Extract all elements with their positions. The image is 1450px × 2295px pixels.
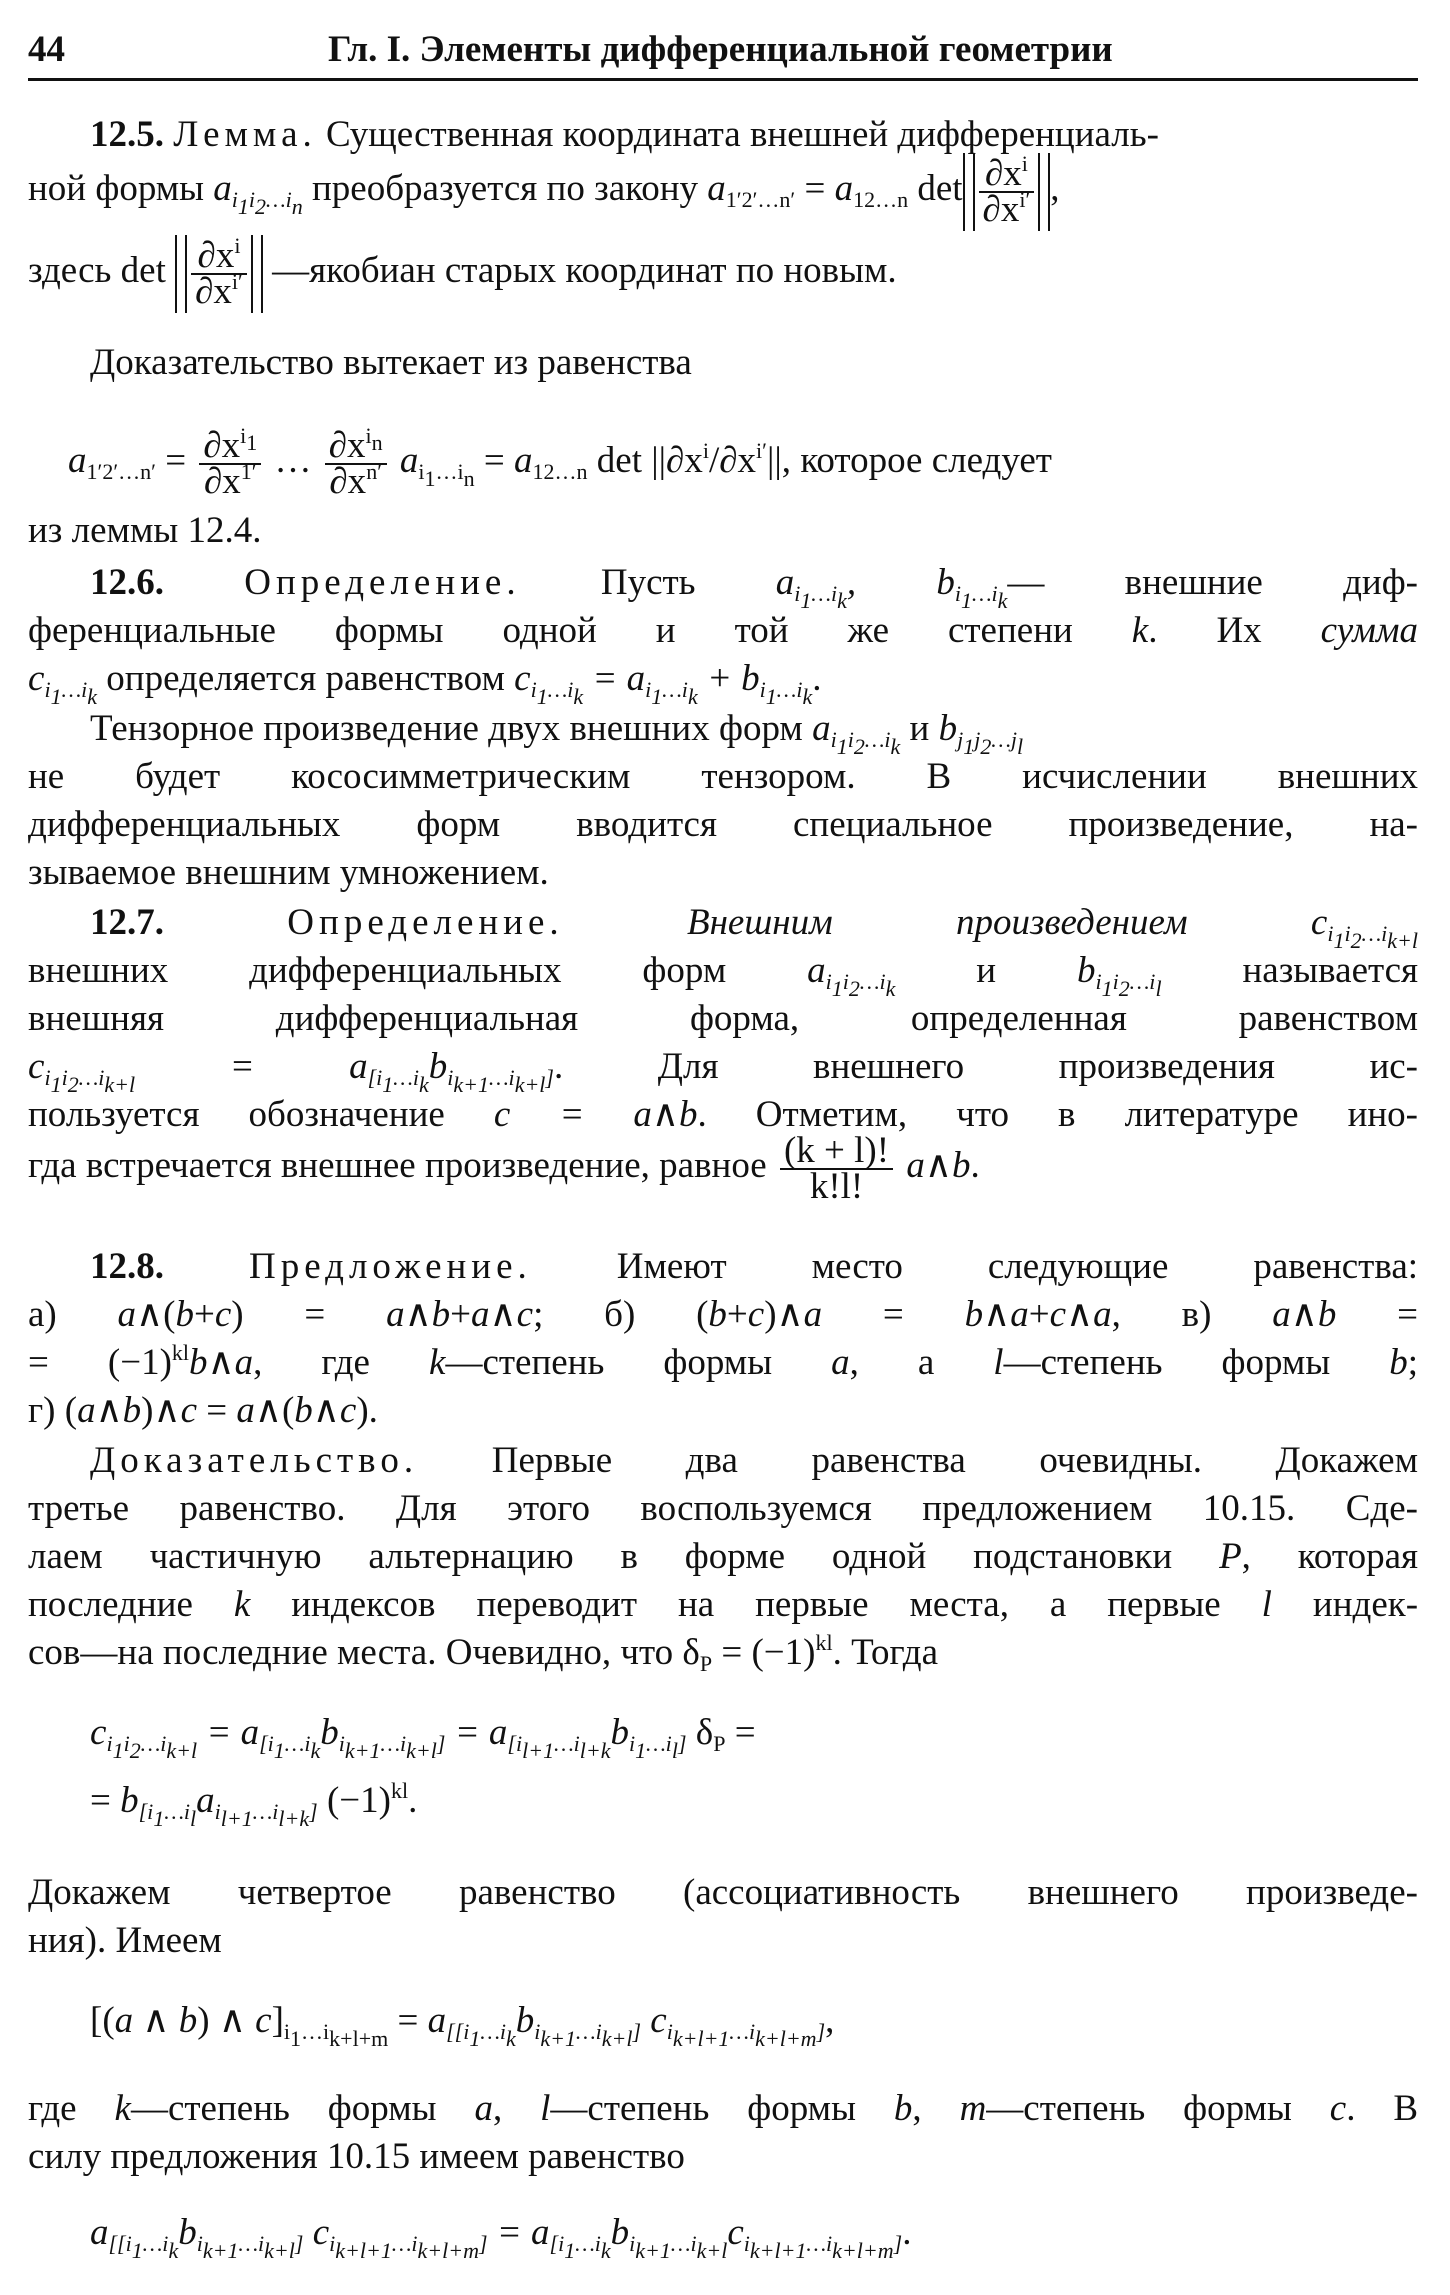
formula-associativity-1: [(a ∧ b) ∧ $c]_{i_1\dots i_{k+l+m}} = a_{[[i_1\dots i_k}b_{i_{k+1}\dots i_{k+l}]}$ $c_{i_{k+l+1}\dots i_{k+l+m}]}$, bbox=[90, 2000, 835, 2051]
proof-line-4: последние k индексов переводит на первые места, а первые l индек- bbox=[28, 1584, 1419, 1625]
tensor-product-line-4: зываемое внешним умножением. bbox=[28, 852, 549, 893]
proof-line-5: сов—на последние места. Очевидно, что $\delta_P = (-1)^{kl}$. Тогда bbox=[28, 1630, 939, 1676]
proof-line-3: лаем частичную альтернацию в форме одной подстановки P, которая bbox=[28, 1536, 1419, 1577]
definition-12-7-line-5: пользуется обозначение c = a∧b. Отметим, что в литературе ино- bbox=[28, 1094, 1418, 1135]
definition-12-7-line-3: внешняя дифференциальная форма, определенная равенством bbox=[28, 998, 1418, 1039]
tensor-product-line-2: не будет кососимметрическим тензором. В исчислении внешних bbox=[28, 756, 1418, 797]
definition-12-7-line-1: 12.7. Определение. Внешним произведением $c_{i_1i_2\dots i_{k+l}}$ bbox=[90, 902, 1419, 953]
tensor-product-line-3: дифференциальных форм вводится специальное произведение, на- bbox=[28, 804, 1418, 845]
definition-12-6-line-3: $c_{i_1\dots i_k}$ определяется равенством $c_{i_1\dots i_k} = a_{i_1\dots i_k} + b_{i_1\dots i_k}$. bbox=[28, 658, 822, 709]
fourth-equality-line-2: ния). Имеем bbox=[28, 1920, 222, 1961]
degrees-line-1: где k—степень формы a, l—степень формы b, m—степень формы c. В bbox=[28, 2088, 1419, 2129]
definition-12-7-line-6: гда встречается внешнее произведение, равное $\frac{(k + l)!}{k!l!}$ a∧b. bbox=[28, 1129, 980, 1207]
formula-third-equality-1: $c_{i_1i_2\dots i_{k+l}} = a_{[i_1\dots i_k}b_{i_{k+1}\dots i_{k+l}]} = a_{[i_{l+1}\dots i_{l+k}}b_{i_1\dots i_l]}$ $\delta_P$ = bbox=[90, 1712, 756, 1763]
book-page bbox=[28, 20, 1418, 2280]
proposition-12-8-line-3: = $(-1)^{kl}b\wedge a$, где k—степень формы a, а l—степень формы b; bbox=[28, 1340, 1418, 1383]
degrees-line-2: силу предложения 10.15 имеем равенство bbox=[28, 2136, 685, 2177]
lemma-12-5-proof: Доказательство вытекает из равенства bbox=[90, 342, 692, 383]
proof-line-2: третье равенство. Для этого воспользуемся предложением 10.15. Сде- bbox=[28, 1488, 1418, 1529]
running-header bbox=[28, 28, 1418, 78]
page-number: 44 bbox=[28, 29, 65, 70]
header-rule bbox=[28, 78, 1418, 81]
lemma-12-5-line-2: ной формы $a_{i_1i_2\dots i_n}$ преобразуется по закону $a_{1'2'\dots n'} = a_{12\dots n}$ det $\frac{\partial x^i}{\partial x^{i'}}$ , bbox=[28, 150, 1060, 230]
proof-line-1: Доказательство. Первые два равенства очевидны. Докажем bbox=[90, 1440, 1419, 1481]
fourth-equality-line-1: Докажем четвертое равенство (ассоциативность внешнего произведе- bbox=[28, 1872, 1418, 1913]
formula-associativity-2: $a_{[[i_1\dots i_k}b_{i_{k+1}\dots i_{k+l}]}$ $c_{i_{k+l+1}\dots i_{k+l+m}]} = a_{[i_1\dots i_k}b_{i_{k+1}\dots i_{k+l}}c_{i_{k+l+1}\dots i_{k+l+m}]}$. bbox=[90, 2212, 912, 2263]
lemma-12-5-formula: $a_{1'2'\dots n'}$ = $\frac{\partial x^{i_1}}{\partial x^{1'}}$ … $\frac{\partial x^{i_n}}{\partial x^{n'}}$ $a_{i_1\dots i_n} = a_{12\dots n}$ $\det ||\partial x^i/\partial x^{i'}||$, которое следует bbox=[68, 422, 1052, 502]
proposition-12-8-line-2: а) a∧(b+c) = a∧b+a∧c; б) (b+c)∧a = b∧a+c∧a, в) a∧b = bbox=[28, 1294, 1418, 1335]
lemma-12-5-line-3: здесь det $\frac{\partial x^i}{\partial x^{i'}}$ —якобиан старых координат по новым. bbox=[28, 232, 897, 312]
proposition-12-8-line-1: 12.8. Предложение. Имеют место следующие равенства: bbox=[90, 1246, 1419, 1287]
lemma-12-5-line-5: из леммы 12.4. bbox=[28, 510, 262, 551]
tensor-product-line-1: Тензорное произведение двух внешних форм $a_{i_1i_2\dots i_k}$ и $b_{j_1j_2\dots j_l}$ bbox=[90, 708, 1024, 759]
definition-12-7-line-2: внешних дифференциальных форм $a_{i_1i_2\dots i_k}$ и $b_{i_1i_2\dots i_l}$ называется bbox=[28, 950, 1419, 1001]
lemma-12-5-line-1: 12.5. Лемма. Существенная координата внешней дифференциаль- bbox=[90, 114, 1159, 155]
definition-12-7-line-4: $c_{i_1i_2\dots i_{k+l}} = a_{[i_1\dots i_k}b_{i_{k+1}\dots i_{k+l}]}$. Для внешнего произведения ис- bbox=[28, 1046, 1418, 1097]
formula-third-equality-2: = $b_{[i_1\dots i_l}a_{i_{l+1}\dots i_{l+k}]}$ $(-1)^{kl}$. bbox=[90, 1778, 418, 1831]
chapter-title: Гл. I. Элементы дифференциальной геометрии bbox=[328, 29, 1113, 70]
proposition-12-8-line-4: г) (a∧b)∧c = a∧(b∧c). bbox=[28, 1390, 378, 1431]
definition-12-6-line-2: ференциальные формы одной и той же степени k. Их сумма bbox=[28, 610, 1419, 651]
definition-12-6-line-1: 12.6. Определение. Пусть $a_{i_1\dots i_k}$, $b_{i_1\dots i_k}—$ внешние диф- bbox=[90, 562, 1418, 613]
